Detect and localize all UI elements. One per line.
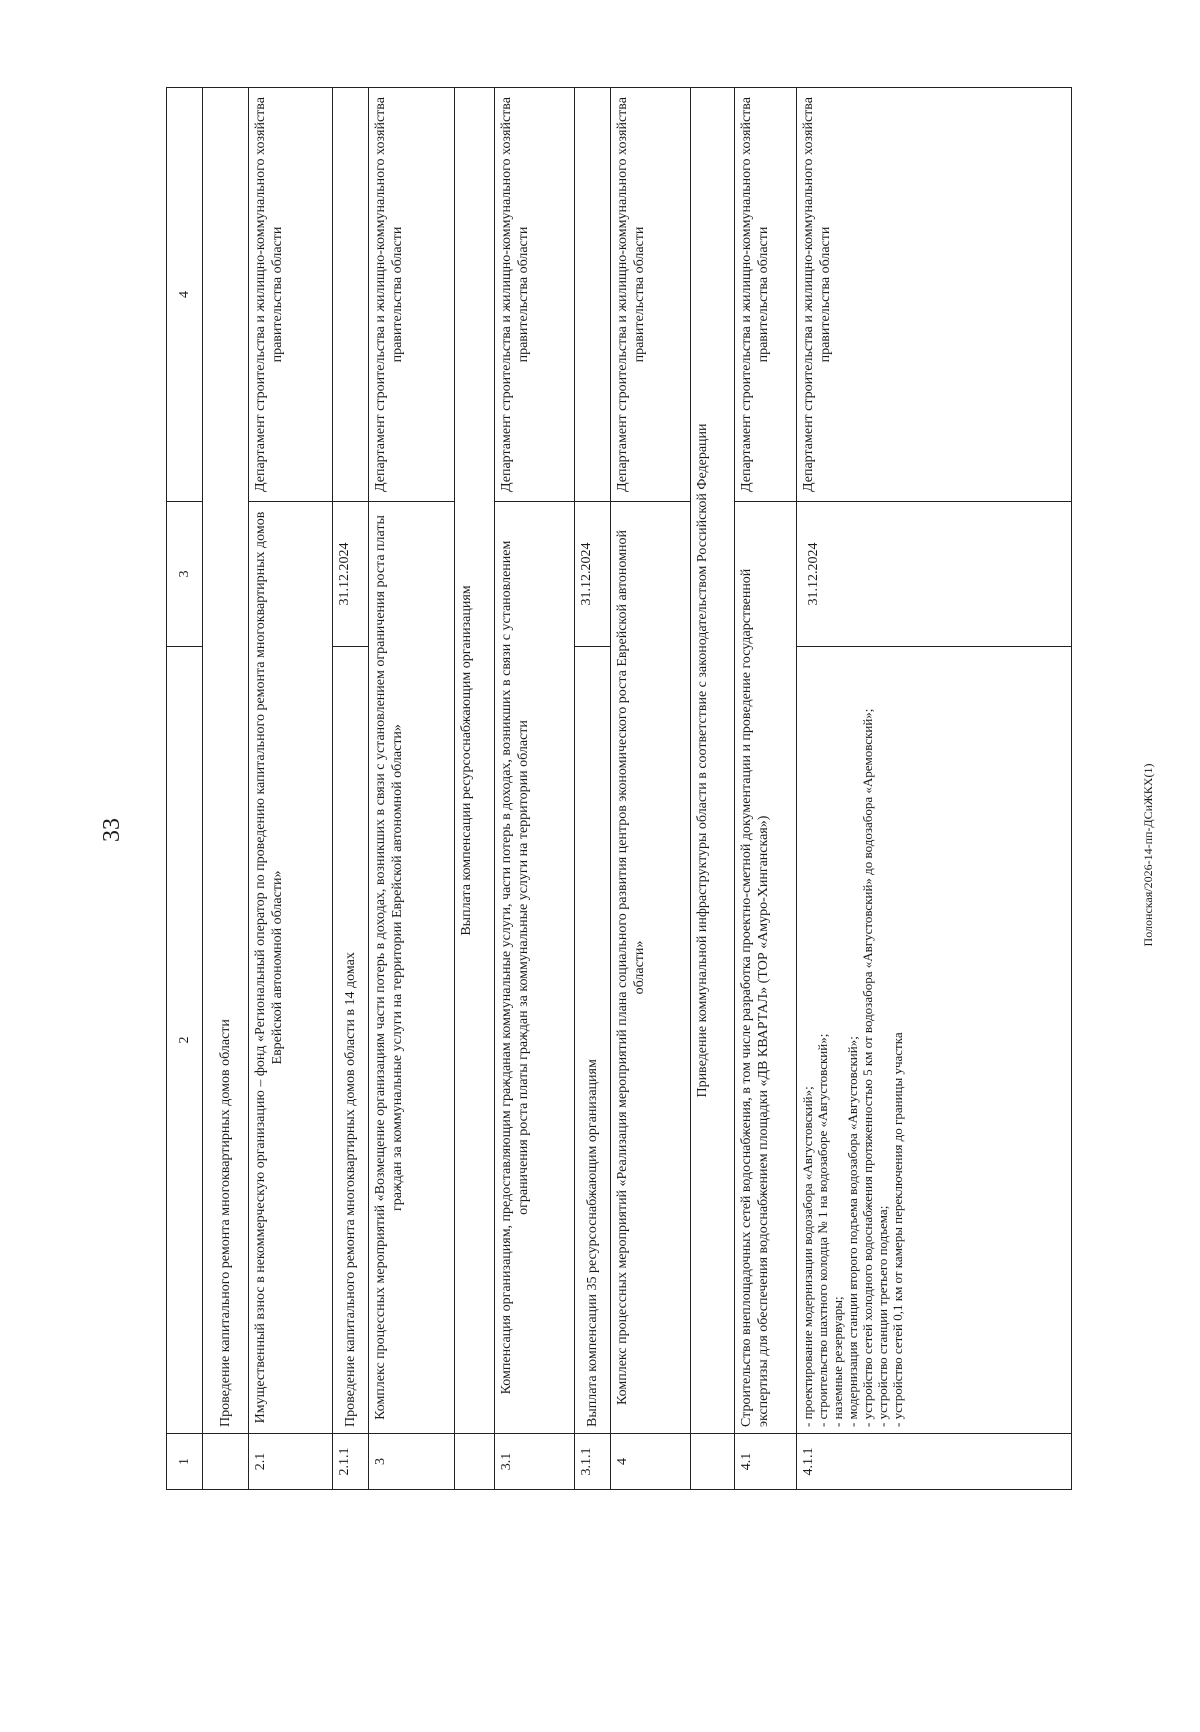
row-description: Компенсация организациям, предоставляющим гражданам коммунальные услуги, части потерь в доходах, возникших в связи с установлением ограничения роста платы граждан за коммунальные услуги на территории области (495, 502, 575, 1434)
row-department: Департамент строительства и жилищно-коммунального хозяйства правительства области (369, 88, 455, 502)
row-department: Департамент строительства и жилищно-коммунального хозяйства правительства области (611, 88, 691, 502)
row-number: 3 (369, 1434, 455, 1490)
table-row (203, 88, 249, 1490)
table-row (735, 88, 797, 1490)
row-number: 4.1 (735, 1434, 797, 1490)
row-description: Имущественный взнос в некоммерческую организацию – фонд «Региональный оператор по проведению капитального ремонта многоквартирных домов Еврейской автономной области» (249, 502, 333, 1434)
header-col-1: 1 (167, 1434, 203, 1490)
row-description: Строительство внеплощадочных сетей водоснабжения, в том числе разработка проектно-сметной документации и проведение государственной экспертизы для обеспечения водоснабжением площадки «ДВ КВАРТАЛ» (ТОР «Амуро-Хинганская») (735, 502, 797, 1434)
row-date: 31.12.2024 (797, 502, 1072, 647)
row-description: Выплата компенсации 35 ресурсоснабжающим организациям (575, 647, 611, 1434)
header-col-3: 3 (167, 502, 203, 647)
row-number: 2.1.1 (333, 1434, 369, 1490)
row-department (575, 88, 611, 502)
list-item: - устройство сетей 0,1 км от камеры переключения до границы участка (890, 1032, 905, 1427)
row-description: Комплекс процессных мероприятий «Возмещение организациям части потерь в доходах, возникших в связи с установлением ограничения роста платы граждан за коммунальные услуги на территории Еврейской автономной области» (369, 502, 455, 1434)
row-number: 4 (611, 1434, 691, 1490)
header-col-4: 4 (167, 88, 203, 502)
row-department: Департамент строительства и жилищно-коммунального хозяйства правительства области (797, 88, 1072, 502)
row-number (455, 1434, 495, 1490)
table-row (455, 88, 495, 1490)
list-item: - наземные резервуары; (830, 1296, 845, 1427)
table-row (691, 88, 735, 1490)
row-number: 2.1 (249, 1434, 333, 1490)
row-department: Департамент строительства и жилищно-коммунального хозяйства правительства области (495, 88, 575, 502)
row-department (333, 88, 369, 502)
section-title: Проведение капитального ремонта многоквартирных домов области (203, 88, 249, 1434)
list-item: - проектирование модернизации водозабора «Августовский»; (800, 1086, 815, 1427)
page-number: 33 (99, 818, 125, 842)
row-department: Департамент строительства и жилищно-коммунального хозяйства правительства области (249, 88, 333, 502)
row-number (691, 1434, 735, 1490)
table-row (575, 88, 611, 1490)
list-item: - устройство станции третьего подъема; (875, 1205, 890, 1427)
row-number (203, 1434, 249, 1490)
table-row (249, 88, 333, 1490)
table-header-row (167, 88, 203, 1490)
activities-table (166, 87, 1072, 1490)
row-date: 31.12.2024 (333, 502, 369, 647)
list-item: - модернизация станции второго подъема водозабора «Августовский»; (845, 1036, 860, 1427)
section-title: Выплата компенсации ресурсоснабжающим организациям (455, 88, 495, 1434)
work-items-list (800, 653, 905, 1427)
row-date: 31.12.2024 (575, 502, 611, 647)
table-wrapper (166, 88, 1071, 1490)
row-number: 4.1.1 (797, 1434, 1072, 1490)
table-row (369, 88, 455, 1490)
table-row (611, 88, 691, 1490)
header-col-2: 2 (167, 647, 203, 1434)
row-department: Департамент строительства и жилищно-коммунального хозяйства правительства области (735, 88, 797, 502)
list-item: - устройство сетей холодного водоснабжения протяженностью 5 км от водозабора «Августовский» до водозабора «Аремовский»; (860, 708, 875, 1427)
table-row (797, 88, 1072, 1490)
section-title: Приведение коммунальной инфраструктуры области в соответствие с законодательством Российской Федерации (691, 88, 735, 1434)
table-row (495, 88, 575, 1490)
row-description: Комплекс процессных мероприятий «Реализация мероприятий плана социального развития центров экономического роста Еврейской автономной области» (611, 502, 691, 1434)
row-description: Проведение капитального ремонта многоквартирных домов области в 14 домах (333, 647, 369, 1434)
row-description (797, 647, 1072, 1434)
table-row (333, 88, 369, 1490)
row-number: 3.1.1 (575, 1434, 611, 1490)
list-item: - строительство шахтного колодца № 1 на водозаборе «Августовский»; (815, 1033, 830, 1427)
rotated-table-container (166, 88, 1071, 1490)
footer-document-code: Полонская/2026-14-пп-ДСиЖКХ(1) (1141, 763, 1155, 947)
row-number: 3.1 (495, 1434, 575, 1490)
